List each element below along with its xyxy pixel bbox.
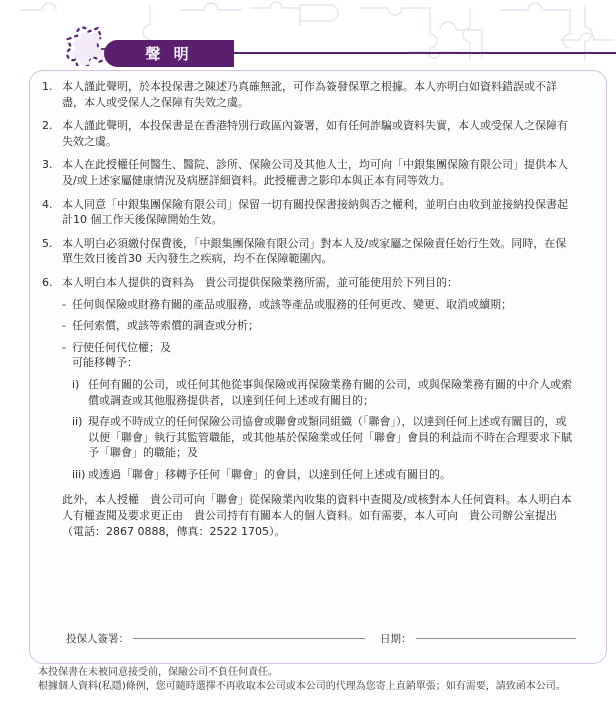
transfer-text: 現存或不時成立的任何保險公司協會或聯會或類同組織（「聯會」），以達到任何上述或有關目的，或以便「聯會」執行其監管職能，或其他基於保險業或任何「聯會」會員的利益而不時在合理要求下賦予「聯會」的職能；及 xyxy=(88,415,572,460)
purpose-item: - 任何索償，或該等索償的調查或分析； xyxy=(62,318,577,334)
applicant-signature-label: 投保人簽署： xyxy=(66,633,129,645)
clause-text: 本人同意「中銀集團保險有限公司」保留一切有關投保書接納與否之權利，並明白由收到並接納投保書起計10 個工作天後保障開始生效。 xyxy=(62,197,568,227)
date-field xyxy=(380,631,576,646)
page-title-text: 聲 明 xyxy=(145,45,193,63)
purpose-item: - 任何與保險或財務有關的產品或服務，或該等產品或服務的任何更改、變更、取消或續期； xyxy=(62,297,577,313)
clause-number: 4. xyxy=(42,197,53,211)
transfer-number: i) xyxy=(72,377,80,391)
clause-number: 3. xyxy=(42,158,53,172)
closing-paragraph: 此外，本人授權 貴公司可向「聯會」從保險業內收集的資料中查閱及/或核對本人任何資料。本人明白本人有權查閱及要求更正由 貴公司持有有關本人的個人資料。如有需要，本人可向 貴公司辦公室提出（電話：2867 0888，傳真：2522 1705）。 xyxy=(62,493,572,538)
transfer-number: iii) xyxy=(72,467,86,481)
page-title xyxy=(104,40,234,67)
purpose-text: 任何與保險或財務有關的產品或服務，或該等產品或服務的任何更改、變更、取消或續期； xyxy=(72,297,512,311)
transfer-text: 或透過「聯會」移轉予任何「聯會」的會員，以達到任何上述或有關目的。 xyxy=(88,467,451,481)
transfer-item xyxy=(72,467,577,483)
clause-text: 本人明白必須繳付保費後，「中銀集團保險有限公司」對本人及/或家屬之保險責任始行生效。同時，在保單生效日後首30 天內發生之疾病，均不在保障範圍內。 xyxy=(62,236,567,266)
footer-line-1: 本投保書在未被同意接受前，保險公司不負任何責任。 xyxy=(38,667,278,678)
transfer-number: ii) xyxy=(72,415,83,429)
clause-text: 本人謹此聲明，本投保書是在香港特別行政區內簽署，如有任何詐騙或資料失實，本人或受保人之保障有失效之虞。 xyxy=(62,119,568,148)
clause-2 xyxy=(42,118,577,149)
applicant-signature xyxy=(66,631,365,646)
applicant-signature-line[interactable] xyxy=(133,638,365,639)
clause-1 xyxy=(42,79,577,110)
clause-text: 本人明白本人提供的資料為 貴公司提供保險業務所需，並可能使用於下列目的： xyxy=(62,275,458,289)
clause-number: 6. xyxy=(42,275,53,289)
clause-number: 1. xyxy=(42,80,53,93)
footer-notes xyxy=(38,666,608,693)
purpose-text: 任何索償，或該等索償的調查或分析； xyxy=(72,319,259,333)
clause-4 xyxy=(42,197,577,228)
transfer-text: 任何有關的公司，或任何其他從事與保險或再保險業務有關的公司，或與保險業務有關的中介人或索償或調查或其他服務提供者，以達到任何上述或有關目的； xyxy=(88,377,572,407)
date-line[interactable] xyxy=(416,638,576,639)
title-divider xyxy=(234,52,616,54)
transfer-item xyxy=(72,414,577,461)
clause-6 xyxy=(42,275,577,291)
clause-5 xyxy=(42,236,577,267)
purpose-item: - 行使任何代位權；及 可能移轉予： xyxy=(62,340,577,371)
purpose-text: 行使任何代位權；及 可能移轉予： xyxy=(72,340,171,370)
clause-text: 本人謹此聲明，於本投保書之陳述乃真確無訛，可作為簽發保單之根據。本人亦明白如資料錯誤或不詳盡，本人或受保人之保障有失效之虞。 xyxy=(62,80,557,109)
clause-3 xyxy=(42,157,577,188)
clause-text: 本人在此授權任何醫生、醫院、診所、保險公司及其他人士，均可向「中銀集團保險有限公司」提供本人及/或上述家屬健康情況及病歷詳細資料。此授權書之影印本與正本有同等效力。 xyxy=(62,158,568,187)
declaration-clauses xyxy=(42,79,577,539)
date-label: 日期： xyxy=(380,633,412,645)
clause-number: 2. xyxy=(42,119,53,133)
transfer-item xyxy=(72,377,577,408)
footer-line-2: 根據個人資料(私隱)條例，您可隨時選擇不再收取本公司或本公司的代理為您寄上直銷單張；如有需要，請致函本公司。 xyxy=(38,680,566,692)
clause-number: 5. xyxy=(42,236,53,250)
